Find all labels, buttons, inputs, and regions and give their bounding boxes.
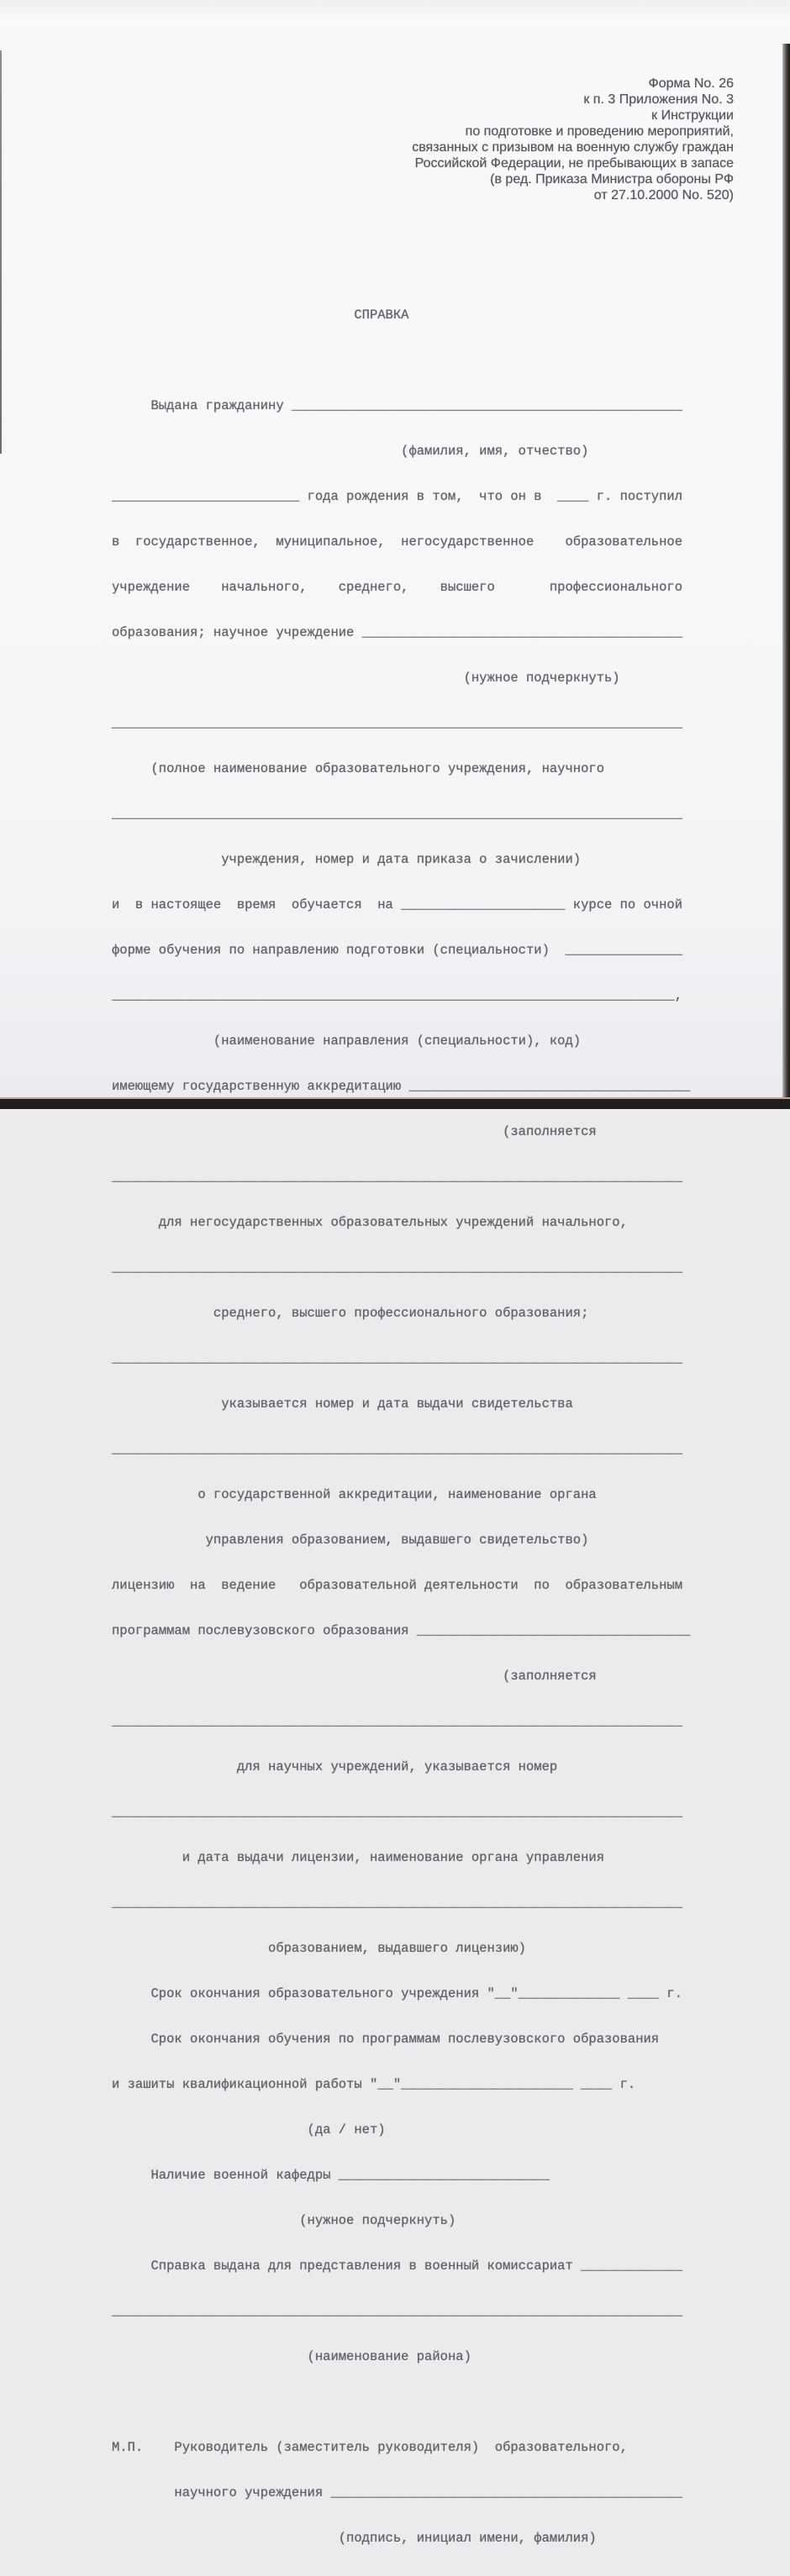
scan-top-shade <box>0 0 790 22</box>
doc-rule-line: _________________________________________________________________________ <box>112 2304 683 2319</box>
doc-line: (наименование направления (специальности), код) <box>112 1033 582 1049</box>
doc-rule-line: _________________________________________________________________________ <box>112 1260 683 1275</box>
doc-line: (заполняется <box>112 1124 597 1139</box>
header-line: Форма No. 26 <box>648 76 734 91</box>
doc-rule-line: _________________________________________________________________________ <box>112 716 683 731</box>
doc-line: учреждения, номер и дата приказа о зачислении) <box>112 852 582 867</box>
doc-line: Срок окончания обучения по программам послевузовского образования <box>112 2032 660 2047</box>
header-line: от 27.10.2000 No. 520) <box>593 188 734 202</box>
doc-line: о государственной аккредитации, наименование органа <box>112 1487 597 1502</box>
document-title: СПРАВКА <box>112 308 409 323</box>
doc-line: Справка выдана для представления в военный комиссариат _____________ <box>112 2258 683 2274</box>
doc-line: Срок окончания образовательного учреждения "__"_____________ ____ г. <box>112 1986 683 2001</box>
doc-line: форме обучения по направлению подготовки (специальности) _______________ <box>112 943 683 958</box>
doc-line: управления образованием, выдавшего свидетельство) <box>112 1532 589 1548</box>
doc-line: научного учреждения _____________________________________________ <box>112 2485 683 2500</box>
doc-line: (да / нет) <box>112 2122 386 2137</box>
doc-line <box>112 353 700 368</box>
header-line: к Инструкции <box>651 108 734 123</box>
doc-rule-line: ________________________________________________________________________, <box>112 988 683 1003</box>
doc-line: учреждение начального, среднего, высшего профессионального <box>112 580 683 595</box>
doc-rule-line: _________________________________________________________________________ <box>112 1351 683 1366</box>
doc-line: (нужное подчеркнуть) <box>112 670 620 686</box>
doc-line: (фамилия, имя, отчество) <box>112 444 589 459</box>
doc-line: ________________________ года рождения в том, что он в ____ г. поступил <box>112 489 683 504</box>
doc-line: для негосударственных образовательных учреждений начального, <box>112 1215 628 1230</box>
scan-edge-left <box>0 50 2 454</box>
doc-line-stamp-place: М.П. Руководитель (заместитель руководителя) образовательного, <box>112 2440 628 2455</box>
doc-line: указывается номер и дата выдачи свидетельства <box>112 1396 573 1412</box>
doc-line: лицензию на ведение образовательной деятельности по образовательным <box>112 1578 683 1593</box>
scan-edge-bottom <box>0 1097 790 1109</box>
doc-rule-line: _________________________________________________________________________ <box>112 1895 683 1911</box>
doc-rule-line: _________________________________________________________________________ <box>112 1714 683 1729</box>
doc-rule-line: _________________________________________________________________________ <box>112 1442 683 1457</box>
form-header <box>412 76 734 203</box>
doc-line: среднего, высшего профессионального образования; <box>112 1306 589 1321</box>
doc-line: (нужное подчеркнуть) <box>112 2213 456 2228</box>
doc-rule-line: _________________________________________________________________________ <box>112 1805 683 1820</box>
doc-rule-line: _________________________________________________________________________ <box>112 807 683 822</box>
doc-line: программам послевузовского образования ___________________________________ <box>112 1623 691 1638</box>
doc-line: Выдана гражданину __________________________________________________ <box>112 398 683 413</box>
doc-line: (подпись, инициал имени, фамилия) <box>112 2531 597 2546</box>
doc-line: образованием, выдавшего лицензию) <box>112 1941 526 1956</box>
header-line: связанных с призывом на военную службу граждан <box>412 140 734 155</box>
doc-line: (полное наименование образовательного учреждения, научного <box>112 761 604 776</box>
doc-line: для научных учреждений, указывается номер <box>112 1759 558 1774</box>
doc-line: и зашиты квалификационной работы "__"______________________ ____ г. <box>112 2077 636 2092</box>
header-line: (в ред. Приказа Министра обороны РФ <box>490 172 734 187</box>
header-line: к п. 3 Приложения No. 3 <box>583 92 734 107</box>
doc-line: (заполняется <box>112 1669 597 1684</box>
doc-line: (наименование района) <box>112 2349 471 2364</box>
doc-line <box>112 2395 700 2410</box>
scan-edge-right <box>782 44 790 1109</box>
doc-line: Наличие военной кафедры ___________________________ <box>112 2168 550 2183</box>
doc-line: в государственное, муниципальное, негосударственное образовательное <box>112 534 683 549</box>
doc-line: и дата выдачи лицензии, наименование органа управления <box>112 1850 604 1865</box>
document-body <box>112 277 700 2576</box>
doc-line: имеющему государственную аккредитацию ____________________________________ <box>112 1079 691 1094</box>
header-line: Российской Федерации, не пребывающих в запасе <box>414 156 734 171</box>
doc-rule-line: _________________________________________________________________________ <box>112 1170 683 1185</box>
doc-line: образования; научное учреждение _________________________________________ <box>112 625 683 640</box>
header-line: по подготовке и проведению мероприятий, <box>465 124 734 139</box>
doc-line: и в настоящее время обучается на _____________________ курсе по очной <box>112 897 683 912</box>
